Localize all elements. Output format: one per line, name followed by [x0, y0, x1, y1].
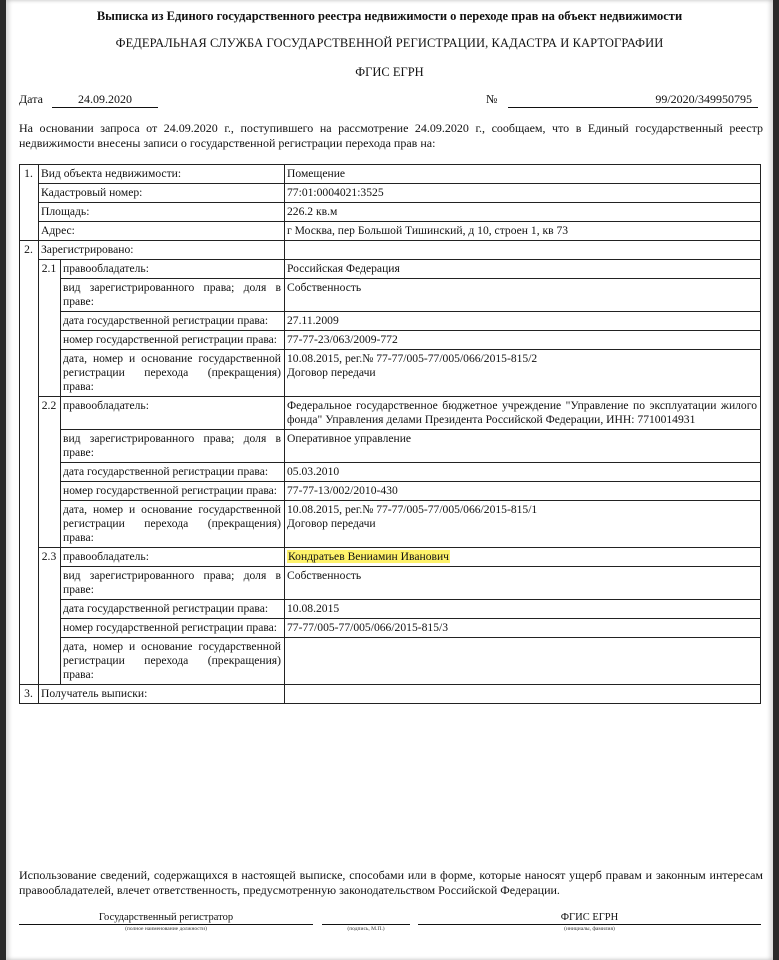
agency-name: ФЕДЕРАЛЬНАЯ СЛУЖБА ГОСУДАРСТВЕННОЙ РЕГИСТРАЦИИ, КАДАСТРА И КАРТОГРАФИИ — [115, 36, 664, 50]
number-value: 99/2020/349950795 — [508, 92, 758, 108]
date-label: Дата — [19, 92, 43, 106]
table-row — [20, 184, 761, 203]
section-number: 1. — [20, 165, 39, 241]
reg-date-label: дата государственной регистрации права: — [61, 600, 285, 619]
recipient-label: Получатель выписки: — [39, 685, 285, 704]
reg-number-value: 77-77/005-77/005/066/2015-815/3 — [285, 619, 761, 638]
transfer-basis-doc: Договор передачи — [287, 517, 376, 530]
table-row — [20, 600, 761, 619]
transfer-basis-line: 10.08.2015, рег.№ 77-77/005-77/005/066/2015-815/1 — [287, 503, 538, 516]
object-type-value: Помещение — [285, 165, 761, 184]
registered-label: Зарегистрировано: — [39, 241, 285, 260]
date-value: 24.09.2020 — [52, 92, 158, 108]
table-row — [20, 567, 761, 600]
table-row — [20, 312, 761, 331]
cadastral-value: 77:01:0004021:3525 — [285, 184, 761, 203]
table-row — [20, 685, 761, 704]
liability-notice: Использование сведений, содержащихся в настоящей выписке, способами или в форме, которые наносят ущерб правам и законным интересам правообладателей, влечет ответственность, предусмотренную законодательством Российской Федерации. — [19, 868, 763, 897]
holder-value-cell — [285, 548, 761, 567]
registrar-signature-block — [19, 912, 313, 932]
reg-number-label: номер государственной регистрации права: — [61, 482, 285, 501]
document-title: Выписка из Единого государственного реестра недвижимости о переходе прав на объект недвижимости — [96, 9, 683, 23]
cadastral-label: Кадастровый номер: — [39, 184, 285, 203]
table-row — [20, 397, 761, 430]
right-type-label: вид зарегистрированного права; доля в праве: — [61, 567, 285, 600]
table-row — [20, 222, 761, 241]
transfer-basis-label: дата, номер и основание государственной регистрации перехода (прекращения) права: — [61, 350, 285, 397]
reg-number-label: номер государственной регистрации права: — [61, 331, 285, 350]
reg-date-value: 27.11.2009 — [285, 312, 761, 331]
subsection-number: 2.1 — [39, 260, 61, 397]
transfer-basis-line: 10.08.2015, рег.№ 77-77/005-77/005/066/2015-815/2 — [287, 352, 538, 365]
table-row — [20, 638, 761, 685]
system-name: ФГИС ЕГРН — [355, 65, 424, 79]
table-row — [20, 260, 761, 279]
right-type-label: вид зарегистрированного права; доля в праве: — [61, 279, 285, 312]
right-type-value: Собственность — [285, 567, 761, 600]
registrar-title: Государственный регистратор — [19, 912, 313, 925]
table-row — [20, 430, 761, 463]
holder-value: Российская Федерация — [285, 260, 761, 279]
table-row — [20, 350, 761, 397]
subsection-number: 2.3 — [39, 548, 61, 685]
reg-number-value: 77-77-13/002/2010-430 — [285, 482, 761, 501]
signature-block — [322, 912, 410, 932]
section-number: 3. — [20, 685, 39, 704]
table-row — [20, 165, 761, 184]
reg-date-value: 10.08.2015 — [285, 600, 761, 619]
object-type-label: Вид объекта недвижимости: — [39, 165, 285, 184]
table-row — [20, 241, 761, 260]
fgis-signature-block — [418, 912, 761, 932]
table-row — [20, 279, 761, 312]
section-number: 2. — [20, 241, 39, 685]
transfer-basis-label: дата, номер и основание государственной регистрации перехода (прекращения) права: — [61, 501, 285, 548]
intro-paragraph: На основании запроса от 24.09.2020 г., поступившего на рассмотрение 24.09.2020 г., сообщаем, что в Единый государственный реестр недвижимости внесены записи о государственной регистрации перехода прав на: — [19, 121, 763, 150]
table-row — [20, 501, 761, 548]
reg-number-value: 77-77-23/063/2009-772 — [285, 331, 761, 350]
transfer-basis-value — [285, 501, 761, 548]
area-value: 226.2 кв.м — [285, 203, 761, 222]
table-row — [20, 331, 761, 350]
right-type-label: вид зарегистрированного права; доля в праве: — [61, 430, 285, 463]
fgis-signature-name: ФГИС ЕГРН — [418, 912, 761, 925]
area-label: Площадь: — [39, 203, 285, 222]
registrar-caption: (полное наименование должности) — [125, 926, 207, 932]
holder-label: правообладатель: — [61, 548, 285, 567]
table-row — [20, 203, 761, 222]
table-row — [20, 548, 761, 567]
reg-number-label: номер государственной регистрации права: — [61, 619, 285, 638]
reg-date-value: 05.03.2010 — [285, 463, 761, 482]
holder-label: правообладатель: — [61, 260, 285, 279]
table-row — [20, 619, 761, 638]
fgis-caption: (инициалы, фамилия) — [564, 926, 615, 932]
transfer-basis-label: дата, номер и основание государственной регистрации перехода (прекращения) права: — [61, 638, 285, 685]
transfer-basis-doc: Договор передачи — [287, 366, 376, 379]
table-row — [20, 463, 761, 482]
holder-label: правообладатель: — [61, 397, 285, 430]
number-label: № — [486, 92, 498, 106]
highlighted-holder-name: Кондратьев Вениамин Иванович — [288, 550, 449, 563]
reg-date-label: дата государственной регистрации права: — [61, 312, 285, 331]
table-row — [20, 482, 761, 501]
transfer-basis-value — [285, 638, 761, 685]
reg-date-label: дата государственной регистрации права: — [61, 463, 285, 482]
document-page — [6, 0, 773, 960]
rights-table — [19, 164, 761, 704]
right-type-value: Оперативное управление — [285, 430, 761, 463]
subsection-number: 2.2 — [39, 397, 61, 548]
transfer-basis-value — [285, 350, 761, 397]
address-value: г Москва, пер Большой Тишинский, д 10, строен 1, кв 73 — [285, 222, 761, 241]
recipient-value — [285, 685, 761, 704]
address-label: Адрес: — [39, 222, 285, 241]
signature-caption: (подпись, М.П.) — [347, 926, 385, 932]
holder-value: Федеральное государственное бюджетное учреждение "Управление по эксплуатации жилого фонда" Управления делами Президента Российской Федерации, ИНН: 7710014931 — [285, 397, 761, 430]
right-type-value: Собственность — [285, 279, 761, 312]
